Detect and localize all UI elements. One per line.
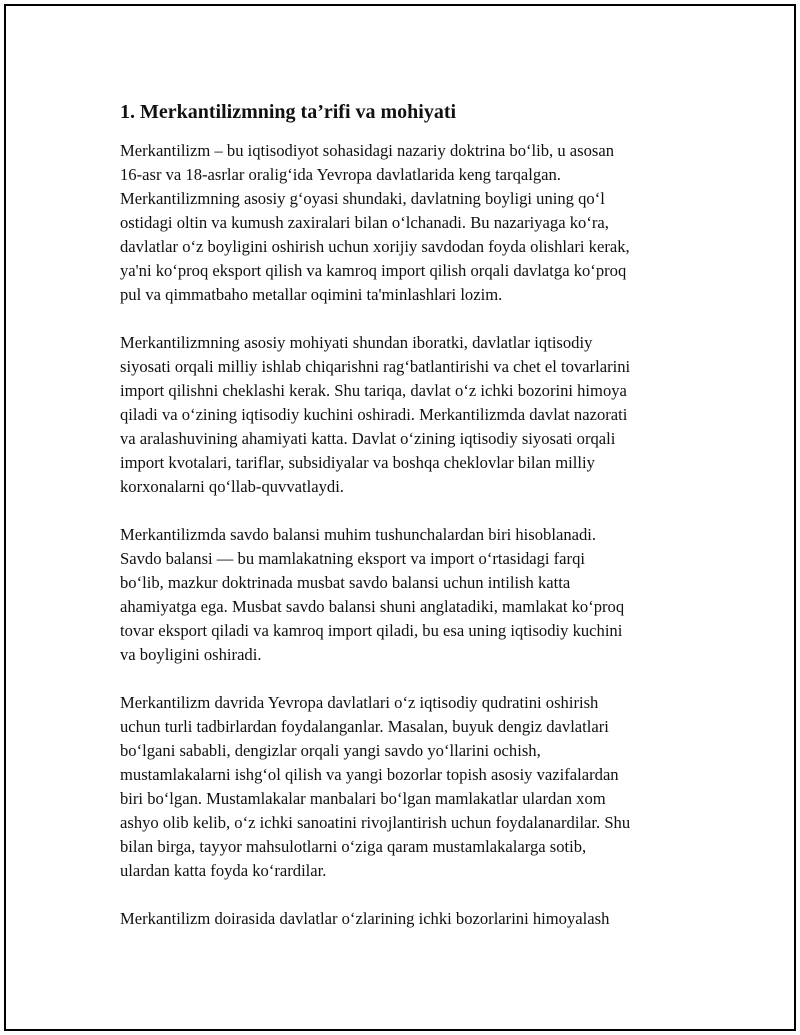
text-line: Merkantilizmda savdo balansi muhim tushunchalardan biri hisoblanadi. [120,525,597,544]
text-line: mustamlakalarni ishg‘ol qilish va yangi bozorlar topish asosiy vazifalardan [120,765,619,784]
text-line: va aralashuvining ahamiyati katta. Davlat o‘zining iqtisodiy siyosati orqali [120,429,616,448]
section-heading: 1. Merkantilizmning ta’rifi va mohiyati [120,101,457,123]
text-line: ashyo olib kelib, o‘z ichki sanoatini rivojlantirish uchun foydalanardilar. Shu [120,813,631,832]
text-line: ahamiyatga ega. Musbat savdo balansi shuni anglatadiki, mamlakat ko‘proq [120,597,625,616]
text-line: ya'ni ko‘proq eksport qilish va kamroq import qilish orqali davlatga ko‘proq [120,261,627,280]
text-line: va boyligini oshiradi. [120,645,262,664]
text-line: siyosati orqali milliy ishlab chiqarishni rag‘batlantirishi va chet el tovarlarini [120,357,631,376]
paragraph-trade-balance [120,523,700,667]
paragraph-colonies [120,691,700,883]
text-line: Merkantilizmning asosiy mohiyati shundan iboratki, davlatlar iqtisodiy [120,333,593,352]
text-line: Savdo balansi — bu mamlakatning eksport va import o‘rtasidagi farqi [120,549,585,568]
paragraph-essence [120,331,700,499]
paragraph-definition [120,139,700,307]
text-line: 16-asr va 18-asrlar oralig‘ida Yevropa davlatlarida keng tarqalgan. [120,165,561,184]
text-line: ostidagi oltin va kumush zaxiralari bilan o‘lchanadi. Bu nazariyaga ko‘ra, [120,213,609,232]
text-line: biri bo‘lgan. Mustamlakalar manbalari bo‘lgan mamlakatlar ulardan xom [120,789,606,808]
page-frame [4,4,796,1031]
text-line: qiladi va o‘zining iqtisodiy kuchini oshiradi. Merkantilizmda davlat nazorati [120,405,628,424]
text-line: import qilishni cheklashi kerak. Shu tariqa, davlat o‘z ichki bozorini himoya [120,381,627,400]
text-line: bilan birga, tayyor mahsulotlarni o‘ziga qaram mustamlakalarga sotib, [120,837,587,856]
text-line: bo‘lib, mazkur doktrinada musbat savdo balansi uchun intilish katta [120,573,571,592]
text-line: import kvotalari, tariflar, subsidiyalar va boshqa cheklovlar bilan milliy [120,453,595,472]
text-line: bo‘lgani sababli, dengizlar orqali yangi savdo yo‘llarini ochish, [120,741,541,760]
text-line: pul va qimmatbaho metallar oqimini ta'minlashlari lozim. [120,285,503,304]
text-line: ulardan katta foyda ko‘rardilar. [120,861,327,880]
text-line: Merkantilizm doirasida davlatlar o‘zlarining ichki bozorlarini himoyalash [120,909,610,928]
text-line: Merkantilizm davrida Yevropa davlatlari o‘z iqtisodiy qudratini oshirish [120,693,599,712]
text-line: Merkantilizm – bu iqtisodiyot sohasidagi nazariy doktrina bo‘lib, u asosan [120,141,615,160]
text-line: korxonalarni qo‘llab-quvvatlaydi. [120,477,344,496]
text-line: davlatlar o‘z boyligini oshirish uchun xorijiy savdodan foyda olishlari kerak, [120,237,630,256]
text-line: uchun turli tadbirlardan foydalanganlar. Masalan, buyuk dengiz davlatlari [120,717,609,736]
text-line: tovar eksport qiladi va kamroq import qiladi, bu esa uning iqtisodiy kuchini [120,621,623,640]
text-line: Merkantilizmning asosiy g‘oyasi shundaki, davlatning boyligi uning qo‘l [120,189,605,208]
document-body [120,99,700,931]
paragraph-protection [120,907,700,931]
